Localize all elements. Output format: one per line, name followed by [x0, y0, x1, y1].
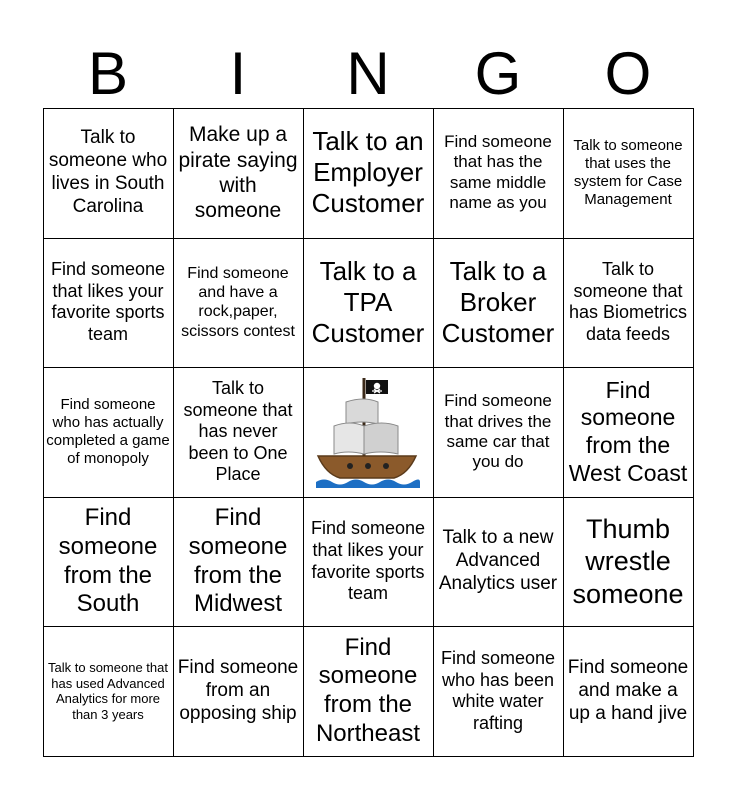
bingo-square-r1-c5[interactable] — [563, 108, 694, 239]
bingo-square-text: Find someone and have a rock,paper, scissors contest — [181, 265, 295, 340]
bingo-square-r4-c4[interactable] — [433, 497, 564, 628]
bingo-square-r1-c2[interactable] — [173, 108, 304, 239]
bingo-square-r4-c2[interactable] — [173, 497, 304, 628]
bingo-square-text: Talk to someone that uses the system for Case Management — [573, 136, 683, 208]
bingo-square-text: Talk to a Broker Customer — [441, 255, 555, 348]
bingo-square-text: Thumb wrestle someone — [572, 514, 684, 609]
bingo-square-text: Find someone who has actually completed a game of monopoly — [46, 395, 170, 467]
bingo-header — [43, 38, 693, 110]
bingo-square-r2-c5[interactable] — [563, 238, 694, 369]
bingo-square-r5-c3[interactable] — [303, 626, 434, 757]
free-space-cell[interactable] — [303, 367, 434, 498]
bingo-square-text: Make up a pirate saying with someone — [178, 123, 298, 222]
bingo-square-text: Find someone that likes your favorite sports team — [310, 518, 426, 604]
bingo-square-text: Find someone from the South — [58, 504, 158, 618]
header-letter-b: B — [87, 40, 129, 107]
bingo-square-text: Find someone who has been white water rafting — [440, 648, 556, 733]
bingo-square-text: Talk to someone that has Biometrics data feeds — [568, 259, 688, 344]
bingo-square-text: Find someone from the Northeast — [315, 633, 421, 747]
bingo-square-text: Talk to a TPA Customer — [311, 255, 425, 348]
bingo-square-text: Find someone that likes your favorite sports team — [50, 259, 166, 344]
bingo-square-text: Talk to someone that has used Advanced Analytics for more than 3 years — [48, 660, 168, 722]
bingo-square-text: Find someone from an opposing ship — [177, 656, 299, 724]
bingo-square-r3-c5[interactable] — [563, 367, 694, 498]
header-letter-n: N — [346, 40, 390, 107]
bingo-square-r3-c1[interactable] — [43, 367, 174, 498]
pirate-ship-icon — [316, 368, 420, 496]
bingo-square-text: Talk to an Employer Customer — [311, 126, 425, 219]
bingo-square-r4-c5[interactable] — [563, 497, 694, 628]
bingo-square-r2-c1[interactable] — [43, 238, 174, 369]
header-letter-i: I — [229, 40, 247, 107]
bingo-square-text: Talk to a new Advanced Analytics user — [438, 527, 558, 594]
bingo-square-r2-c3[interactable] — [303, 238, 434, 369]
bingo-square-r1-c3[interactable] — [303, 108, 434, 239]
bingo-square-r1-c1[interactable] — [43, 108, 174, 239]
bingo-square-r5-c4[interactable] — [433, 626, 564, 757]
bingo-square-r1-c4[interactable] — [433, 108, 564, 239]
bingo-square-text: Find someone and make a up a hand jive — [567, 656, 689, 724]
bingo-square-text: Talk to someone who lives in South Carolina — [48, 127, 168, 217]
bingo-square-text: Find someone from the West Coast — [568, 376, 688, 486]
bingo-square-text: Find someone that has the same middle name as you — [444, 132, 552, 213]
bingo-square-r2-c4[interactable] — [433, 238, 564, 369]
bingo-square-r4-c1[interactable] — [43, 497, 174, 628]
bingo-square-r2-c2[interactable] — [173, 238, 304, 369]
bingo-square-r3-c2[interactable] — [173, 367, 304, 498]
bingo-square-text: Find someone that drives the same car that you do — [444, 391, 552, 472]
bingo-square-text: Talk to someone that has never been to One Place — [183, 378, 293, 485]
bingo-board — [43, 108, 693, 756]
bingo-square-r3-c4[interactable] — [433, 367, 564, 498]
header-letter-o: O — [604, 40, 652, 107]
bingo-square-text: Find someone from the Midwest — [188, 504, 288, 618]
bingo-square-r5-c5[interactable] — [563, 626, 694, 757]
header-letter-g: G — [474, 40, 522, 107]
bingo-square-r5-c1[interactable] — [43, 626, 174, 757]
bingo-square-r5-c2[interactable] — [173, 626, 304, 757]
bingo-square-r4-c3[interactable] — [303, 497, 434, 628]
